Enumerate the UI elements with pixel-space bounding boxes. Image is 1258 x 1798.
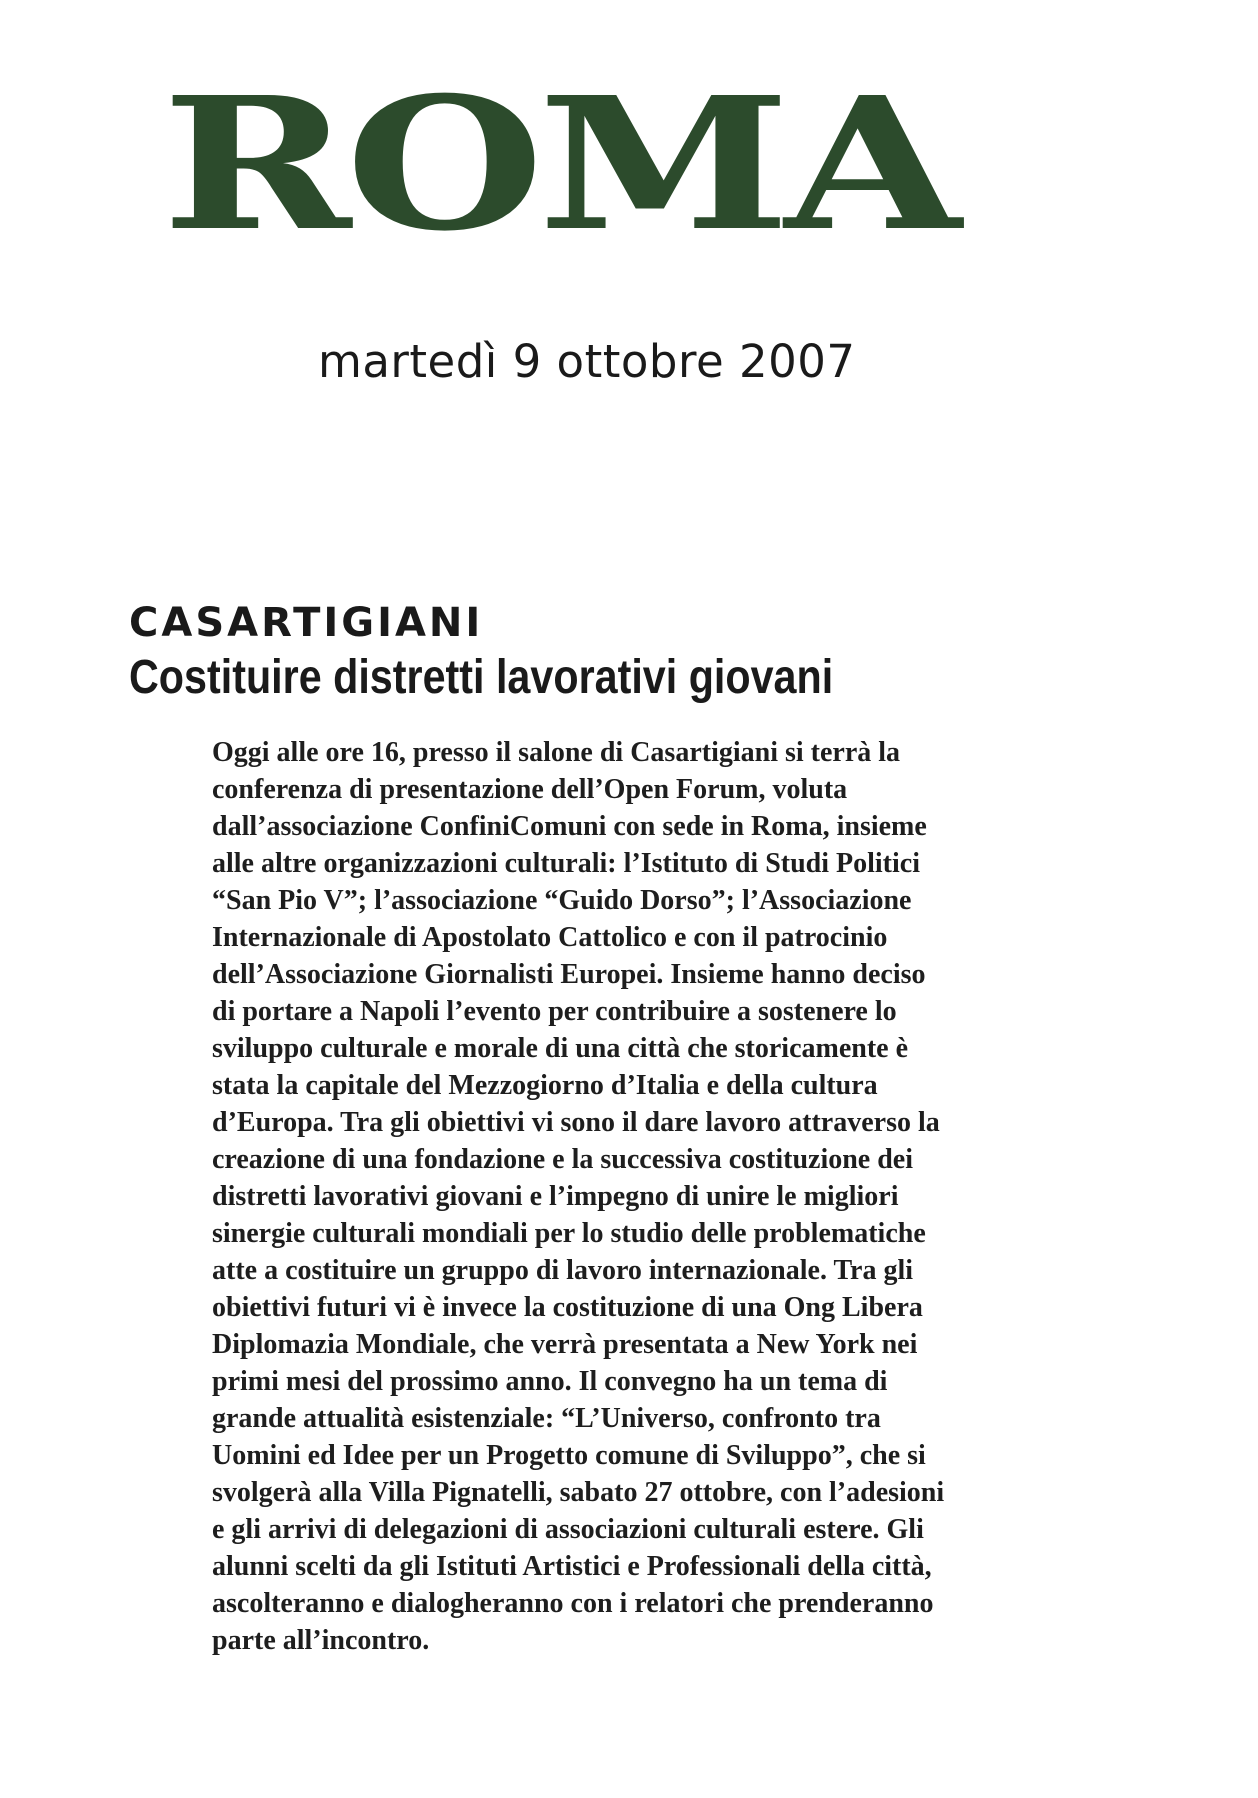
body-line: Diplomazia Mondiale, che verrà presentata a New York nei [212, 1329, 918, 1360]
body-line: sviluppo culturale e morale di una città che storicamente è [212, 1033, 909, 1064]
body-line: parte all’incontro. [212, 1625, 430, 1656]
body-line: d’Europa. Tra gli obiettivi vi sono il dare lavoro attraverso la [212, 1107, 940, 1138]
issue-date: martedì 9 ottobre 2007 [318, 335, 856, 388]
body-line: alunni scelti da gli Istituti Artistici e Professionali della città, [212, 1551, 932, 1582]
body-line: ascolteranno e dialogheranno con i relatori che prenderanno [212, 1588, 934, 1619]
body-line: conferenza di presentazione dell’Open Forum, voluta [212, 774, 848, 805]
body-line: Oggi alle ore 16, presso il salone di Casartigiani si terrà la [212, 737, 901, 768]
body-line: creazione di una fondazione e la successiva costituzione dei [212, 1144, 913, 1175]
body-line: alle altre organizzazioni culturali: l’Istituto di Studi Politici [212, 848, 920, 879]
body-line: “San Pio V”; l’associazione “Guido Dorso”; l’Associazione [212, 885, 912, 916]
body-line: Internazionale di Apostolato Cattolico e con il patrocinio [212, 922, 888, 953]
body-line: stata la capitale del Mezzogiorno d’Italia e della cultura [212, 1070, 878, 1101]
body-line: distretti lavorativi giovani e l’impegno di unire le migliori [212, 1181, 899, 1212]
body-line: e gli arrivi di delegazioni di associazioni culturali estere. Gli [212, 1514, 924, 1545]
article-body [212, 734, 1102, 1659]
article-kicker: CASARTIGIANI [129, 600, 484, 646]
body-line: svolgerà alla Villa Pignatelli, sabato 27 ottobre, con l’adesioni [212, 1477, 945, 1508]
newspaper-masthead: ROMA [162, 56, 956, 272]
body-line: atte a costituire un gruppo di lavoro internazionale. Tra gli [212, 1255, 914, 1286]
body-line: dell’Associazione Giornalisti Europei. Insieme hanno deciso [212, 959, 926, 990]
body-line: obiettivi futuri vi è invece la costituzione di una Ong Libera [212, 1292, 923, 1323]
article-headline: Costituire distretti lavorativi giovani [129, 651, 834, 704]
body-line: Uomini ed Idee per un Progetto comune di Sviluppo”, che si [212, 1440, 926, 1471]
body-line: sinergie culturali mondiali per lo studio delle problematiche [212, 1218, 926, 1249]
body-line: grande attualità esistenziale: “L’Universo, confronto tra [212, 1403, 881, 1434]
body-line: primi mesi del prossimo anno. Il convegno ha un tema di [212, 1366, 888, 1397]
body-line: di portare a Napoli l’evento per contribuire a sostenere lo [212, 996, 897, 1027]
body-line: dall’associazione ConfiniComuni con sede in Roma, insieme [212, 811, 927, 842]
